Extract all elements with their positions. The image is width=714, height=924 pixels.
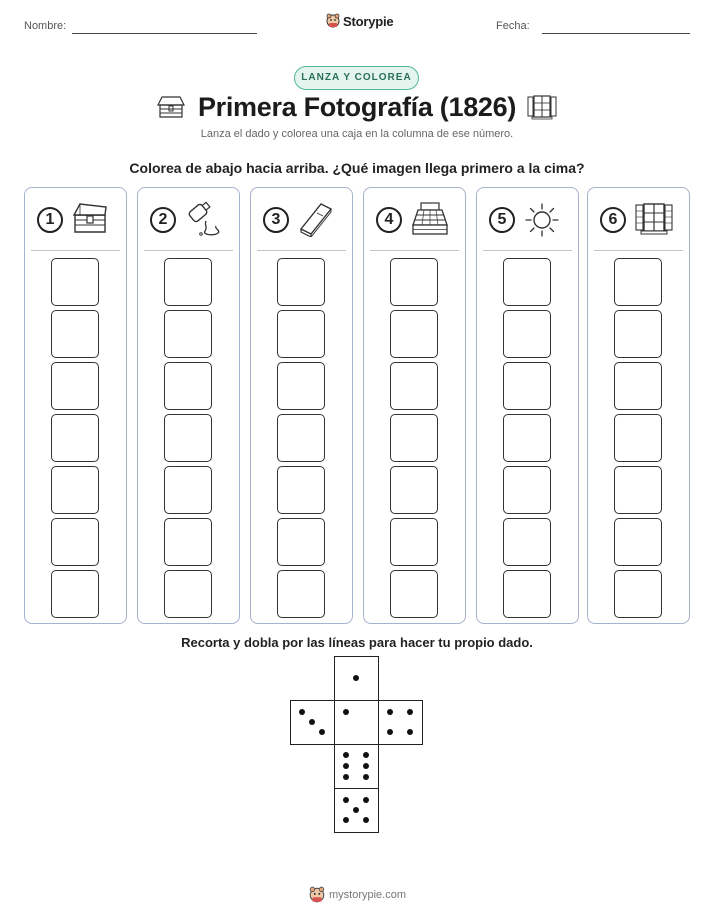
color-box[interactable] — [164, 466, 212, 514]
treasure-chest-icon — [71, 201, 109, 235]
die-pip — [343, 797, 349, 803]
color-box[interactable] — [614, 362, 662, 410]
window-icon — [527, 94, 557, 120]
die-face-bottom — [334, 788, 379, 833]
color-box[interactable] — [51, 518, 99, 566]
column-number: 4 — [376, 207, 402, 233]
color-box[interactable] — [503, 414, 551, 462]
footer-url[interactable]: mystorypie.com — [329, 889, 407, 901]
subtitle: Lanza el dado y colorea una caja en la columna de ese número. — [200, 128, 514, 140]
color-box[interactable] — [164, 258, 212, 306]
color-box[interactable] — [51, 414, 99, 462]
name-label: Nombre: — [24, 20, 67, 32]
die-pip — [363, 817, 369, 823]
die-pip — [343, 763, 349, 769]
color-box[interactable] — [51, 310, 99, 358]
color-box[interactable] — [503, 362, 551, 410]
color-box[interactable] — [503, 258, 551, 306]
storypie-mascot-icon — [309, 886, 325, 904]
color-box[interactable] — [390, 258, 438, 306]
color-box[interactable] — [51, 466, 99, 514]
die-pip — [363, 763, 369, 769]
die-face-right — [378, 700, 423, 745]
color-box[interactable] — [614, 466, 662, 514]
color-box[interactable] — [277, 466, 325, 514]
column-4 — [363, 187, 466, 624]
color-box[interactable] — [390, 466, 438, 514]
color-box[interactable] — [277, 258, 325, 306]
color-box[interactable] — [614, 570, 662, 618]
die-pip — [407, 729, 413, 735]
color-box[interactable] — [277, 310, 325, 358]
color-box[interactable] — [164, 570, 212, 618]
color-box[interactable] — [277, 518, 325, 566]
die-face-top — [334, 656, 379, 701]
die-face-left — [290, 700, 335, 745]
color-box[interactable] — [51, 570, 99, 618]
instruction-text: Colorea de abajo hacia arriba. ¿Qué imagen llega primero a la cima? — [129, 160, 585, 176]
color-box[interactable] — [164, 362, 212, 410]
die-pip — [343, 817, 349, 823]
die-pip — [343, 709, 349, 715]
color-box[interactable] — [614, 414, 662, 462]
color-box[interactable] — [503, 310, 551, 358]
page-title: Primera Fotografía (1826) — [197, 92, 517, 122]
date-label: Fecha: — [496, 20, 530, 32]
color-box[interactable] — [390, 362, 438, 410]
column-number: 5 — [489, 207, 515, 233]
die-pip — [363, 752, 369, 758]
footer — [309, 886, 406, 904]
color-box[interactable] — [51, 258, 99, 306]
column-number: 6 — [600, 207, 626, 233]
color-box[interactable] — [164, 414, 212, 462]
die-pip — [319, 729, 325, 735]
die-pip — [407, 709, 413, 715]
color-box[interactable] — [503, 570, 551, 618]
die-pip — [353, 675, 359, 681]
sun-icon — [523, 201, 561, 239]
name-line — [72, 33, 257, 34]
column-5 — [476, 187, 579, 624]
color-box[interactable] — [51, 362, 99, 410]
color-box[interactable] — [614, 310, 662, 358]
die-pip — [299, 709, 305, 715]
column-2 — [137, 187, 240, 624]
die-pip — [363, 774, 369, 780]
die-pip — [387, 729, 393, 735]
race-columns — [24, 187, 690, 624]
die-instruction: Recorta y dobla por las líneas para hacer tu propio dado. — [181, 635, 533, 650]
column-number: 1 — [37, 207, 63, 233]
brand-name: Storypie — [343, 13, 394, 29]
die-face-center — [334, 700, 379, 745]
spilled-bottle-icon — [184, 201, 222, 239]
color-box[interactable] — [614, 518, 662, 566]
column-number: 3 — [263, 207, 289, 233]
column-1 — [24, 187, 127, 624]
glass-plate-icon — [297, 201, 335, 237]
color-box[interactable] — [390, 414, 438, 462]
color-box[interactable] — [277, 570, 325, 618]
activity-badge: LANZA Y COLOREA — [294, 66, 419, 90]
die-pip — [309, 719, 315, 725]
color-box[interactable] — [277, 362, 325, 410]
color-box[interactable] — [164, 310, 212, 358]
die-pip — [343, 774, 349, 780]
color-box[interactable] — [614, 258, 662, 306]
column-6 — [587, 187, 690, 624]
color-box[interactable] — [503, 518, 551, 566]
die-face-below-center — [334, 744, 379, 789]
die-pip — [363, 797, 369, 803]
die-pip — [387, 709, 393, 715]
die-pip — [353, 807, 359, 813]
color-box[interactable] — [390, 570, 438, 618]
color-box[interactable] — [503, 466, 551, 514]
brand-logo — [326, 13, 393, 29]
window-icon — [634, 201, 674, 235]
column-3 — [250, 187, 353, 624]
color-box[interactable] — [164, 518, 212, 566]
column-number: 2 — [150, 207, 176, 233]
storypie-mascot-icon — [326, 13, 340, 29]
color-box[interactable] — [390, 310, 438, 358]
color-box[interactable] — [390, 518, 438, 566]
die-pip — [343, 752, 349, 758]
rooftop-icon — [410, 201, 450, 237]
color-box[interactable] — [277, 414, 325, 462]
date-line — [542, 33, 690, 34]
